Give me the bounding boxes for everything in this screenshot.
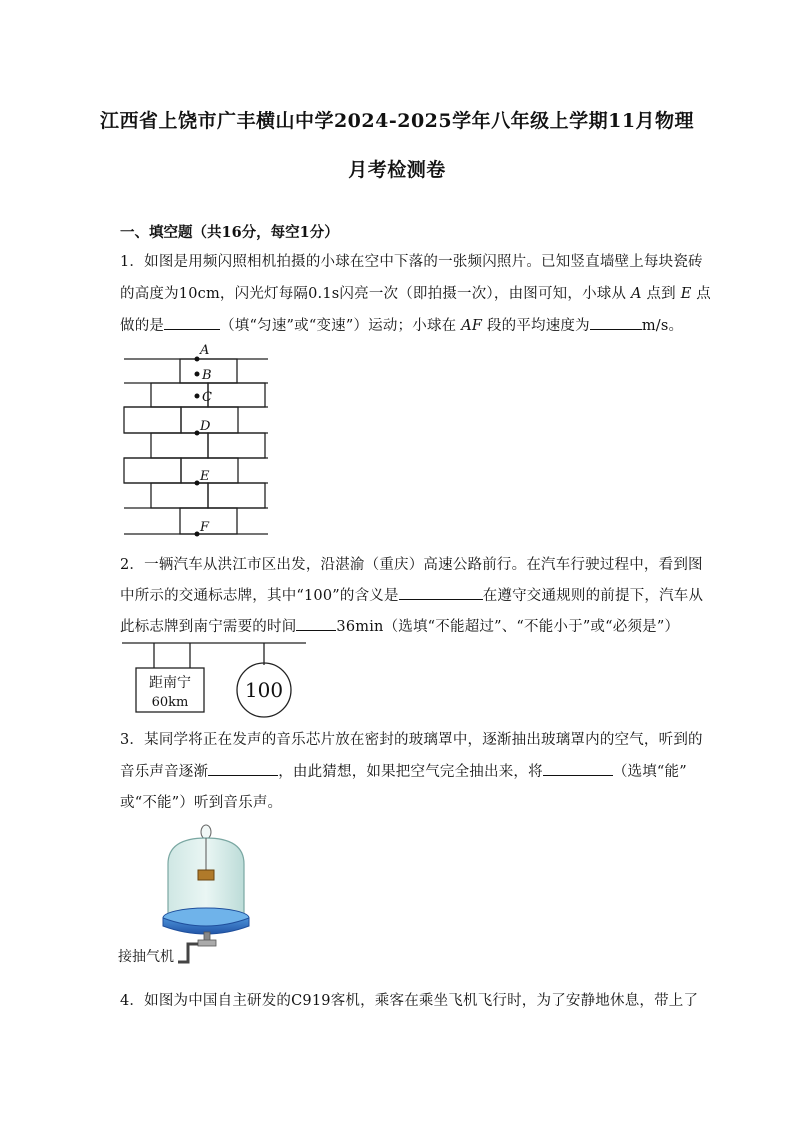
q2-line2 [120, 584, 703, 605]
brick-wall-figure [118, 340, 278, 540]
ball-position-f [195, 532, 200, 537]
sign-destination: 距南宁 [149, 675, 191, 691]
q3-line2-c: （选填“能” [612, 764, 687, 780]
q1-line3-a: 做的是 [120, 318, 165, 334]
section-heading: 一、填空题（共16分，每空1分） [120, 224, 339, 241]
q1-line3-d: m/s。 [641, 318, 684, 334]
ball-position-a [195, 357, 200, 362]
q1-line2-end: 点 [696, 286, 711, 302]
q3-blank-hear[interactable] [543, 761, 613, 776]
label-e: E [200, 469, 210, 484]
q3-line3: 或“不能”）听到音乐声。 [120, 795, 283, 811]
q2-line1: 2．一辆汽车从洪江市区出发，沿湛渝（重庆）高速公路前行。在汽车行驶过程中，看到图 [120, 557, 703, 573]
document-title-line2: 月考检测卷 [348, 159, 446, 181]
q1-blank-speed[interactable] [590, 315, 642, 330]
jar-knob [201, 825, 211, 839]
bell-jar-figure [118, 818, 268, 968]
label-c: C [202, 390, 212, 405]
q2-line3-b: 36min（选填“不能超过”、“不能小于”或“必须是”） [336, 619, 680, 635]
label-a: A [200, 343, 210, 358]
q1-line2-mid: 点到 [646, 286, 676, 302]
q1-line3-b: （填“匀速”或“变速”）运动；小球在 [220, 318, 457, 334]
q3-line1: 3．某同学将正在发声的音乐芯片放在密封的玻璃罩中，逐渐抽出玻璃罩内的空气，听到的 [120, 732, 703, 748]
q2-blank-meaning[interactable] [399, 585, 483, 600]
q3-line2-b: ，由此猜想，如果把空气完全抽出来，将 [278, 764, 543, 780]
ball-position-b [195, 372, 200, 377]
pump-pipe [178, 944, 198, 962]
q1-line2 [120, 282, 711, 303]
q4-line1: 4．如图为中国自主研发的C919客机，乘客在乘坐飞机飞行时，为了安静地休息，带上了 [120, 993, 699, 1009]
q3-line2 [120, 760, 687, 781]
q1-line3 [120, 314, 683, 335]
q2-line3-a: 此标志牌到南宁需要的时间 [120, 619, 297, 635]
ball-position-e [195, 481, 200, 486]
sign-distance: 60km [151, 695, 189, 710]
ball-position-c [195, 394, 200, 399]
sign-speed-value: 100 [244, 678, 284, 702]
q3-line2-a: 音乐声音逐渐 [120, 764, 209, 780]
q1-line2-text: 的高度为10cm，闪光灯每隔0.1s闪亮一次（即拍摄一次），由图可知，小球从 [120, 286, 627, 302]
q1-point-end: E [680, 286, 692, 302]
music-chip [198, 870, 214, 880]
q2-line3 [120, 615, 679, 636]
q1-point-start: A [630, 286, 642, 302]
q2-line2-b: 在遵守交通规则的前提下，汽车从 [482, 588, 704, 604]
label-d: D [200, 419, 211, 434]
traffic-sign-figure [118, 635, 318, 725]
q1-line1: 1．如图是用频闪照相机拍摄的小球在空中下落的一张频闪照片。已知竖直墙壁上每块瓷砖 [120, 254, 703, 270]
q3-blank-loudness[interactable] [208, 761, 278, 776]
document-title: 江西省上饶市广丰横山中学2024-2025学年八年级上学期11月物理 [99, 110, 695, 132]
ball-position-d [195, 431, 200, 436]
label-b: B [202, 368, 212, 383]
q2-blank-time[interactable] [296, 616, 336, 631]
q1-line3-c: 段的平均速度为 [486, 318, 590, 334]
q1-segment: AF [461, 318, 483, 334]
pump-label: 接抽气机 [118, 949, 174, 965]
q1-blank-motion[interactable] [164, 315, 220, 330]
label-f: F [200, 520, 210, 535]
q2-line2-a: 中所示的交通标志牌，其中“100”的含义是 [120, 588, 399, 604]
